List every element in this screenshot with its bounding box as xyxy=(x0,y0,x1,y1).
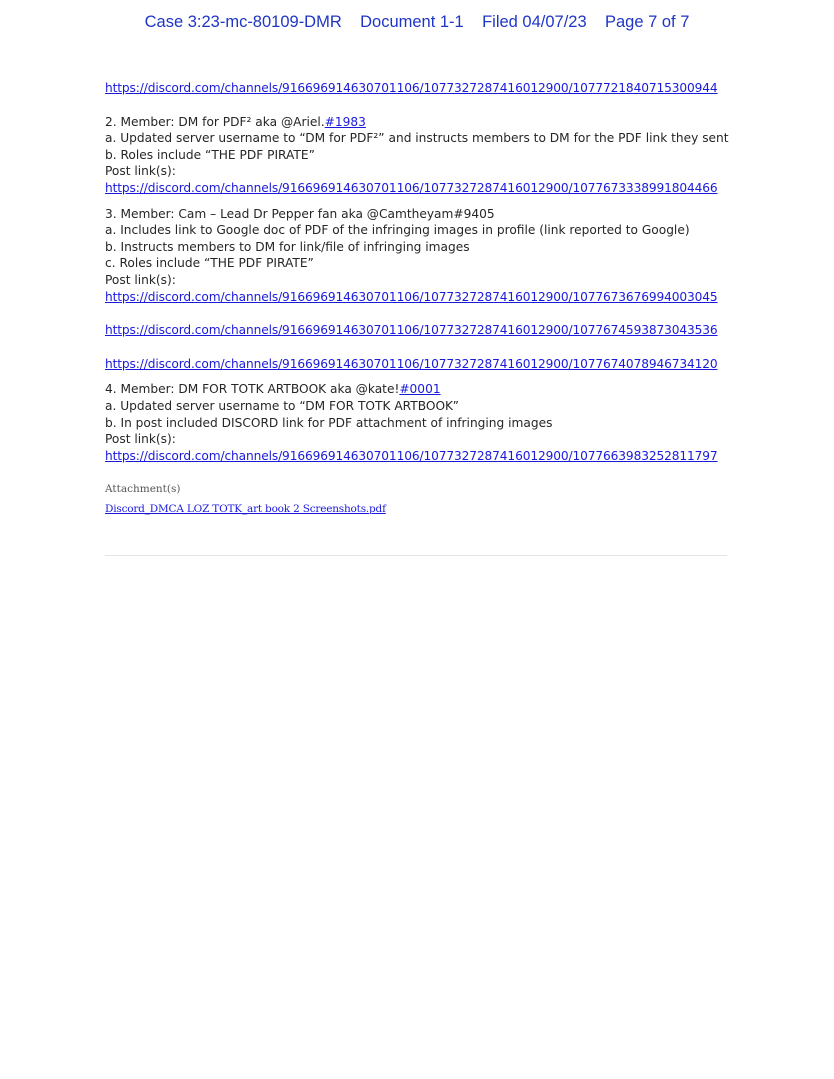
member-entry xyxy=(105,114,745,197)
entry-detail: c. Roles include “THE PDF PIRATE” xyxy=(105,256,314,271)
entry-detail: a. Includes link to Google doc of PDF of the infringing images in profile (link reported to Google) xyxy=(105,223,690,238)
member-entry xyxy=(105,206,745,373)
member-entry xyxy=(105,381,745,464)
post-link[interactable]: https://discord.com/channels/916696914630701106/1077327287416012900/1077663983252811797 xyxy=(105,448,718,463)
case-header: Case 3:23-mc-80109-DMR Document 1-1 Filed 04/07/23 Page 7 of 7 xyxy=(144,13,690,31)
post-link[interactable]: https://discord.com/channels/916696914630701106/1077327287416012900/1077673338991804466 xyxy=(105,180,718,195)
entry-detail: b. In post included DISCORD link for PDF attachment of infringing images xyxy=(105,415,553,430)
member-tag-link[interactable]: #1983 xyxy=(324,114,366,129)
post-links-label: Post link(s): xyxy=(105,432,176,447)
attachment-file-link[interactable]: Discord_DMCA LOZ TOTK_art book 2 Screenshots.pdf xyxy=(105,502,386,515)
post-links-label: Post link(s): xyxy=(105,164,176,179)
divider xyxy=(105,555,727,556)
document-body xyxy=(105,80,745,517)
attachments-label: Attachment(s) xyxy=(105,483,181,496)
entry-detail: b. Roles include “THE PDF PIRATE” xyxy=(105,147,315,162)
member-name: 4. Member: DM FOR TOTK ARTBOOK aka @kate! xyxy=(105,382,400,397)
post-link[interactable]: https://discord.com/channels/916696914630701106/1077327287416012900/1077674593873043536 xyxy=(105,323,718,338)
post-link[interactable]: https://discord.com/channels/916696914630701106/1077327287416012900/1077721840715300944 xyxy=(105,81,718,95)
post-links-label: Post link(s): xyxy=(105,272,176,287)
post-link[interactable]: https://discord.com/channels/916696914630701106/1077327287416012900/1077674078946734120 xyxy=(105,356,718,371)
entry-detail: a. Updated server username to “DM FOR TOTK ARTBOOK” xyxy=(105,398,459,413)
member-heading xyxy=(105,381,745,398)
entry-detail: b. Instructs members to DM for link/file of infringing images xyxy=(105,239,470,254)
member-heading: 3. Member: Cam – Lead Dr Pepper fan aka @Camtheyam#9405 xyxy=(105,206,495,221)
entry-detail: a. Updated server username to “DM for PDF²” and instructs members to DM for the PDF link they sent xyxy=(105,131,729,146)
member-heading xyxy=(105,114,745,131)
member-tag-link[interactable]: #0001 xyxy=(399,382,441,397)
post-link[interactable]: https://discord.com/channels/916696914630701106/1077327287416012900/1077673676994003045 xyxy=(105,289,718,304)
member-name: 2. Member: DM for PDF² aka @Ariel. xyxy=(105,114,325,129)
